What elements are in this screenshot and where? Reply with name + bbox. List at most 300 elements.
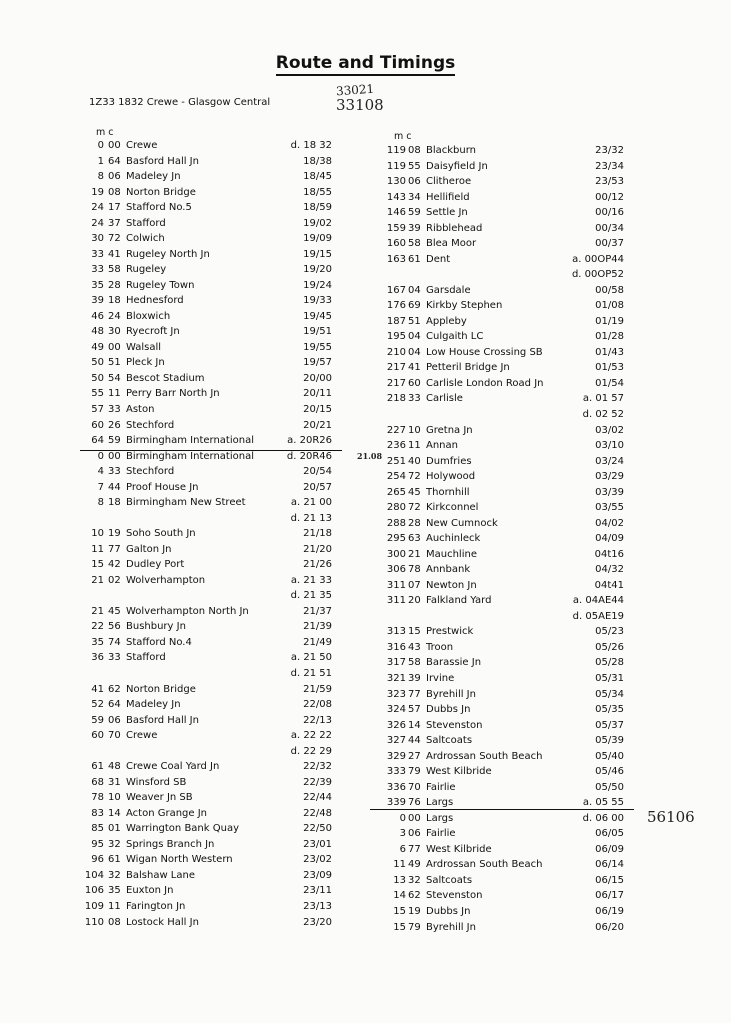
row-chains: 59 [108, 435, 121, 447]
row-miles: 313 [386, 626, 406, 638]
row-time: 23/02 [303, 854, 332, 866]
timing-row [378, 766, 638, 780]
row-location: Basford Hall Jn [126, 714, 199, 726]
row-time: 21/18 [303, 528, 332, 540]
row-location: Saltcoats [426, 735, 473, 747]
row-chains: 10 [108, 792, 121, 804]
row-time: 22/32 [303, 761, 332, 773]
row-time: 20/15 [303, 404, 332, 415]
row-chains: 70 [108, 730, 121, 742]
timing-row [378, 533, 638, 547]
row-location: Bushbury Jn [126, 621, 186, 633]
timing-row [80, 544, 340, 558]
row-miles: 30 [91, 233, 104, 245]
row-chains: 31 [108, 776, 121, 788]
row-chains: 06 [408, 828, 421, 840]
row-time: 00/37 [595, 238, 624, 250]
row-location: Wigan North Western [126, 854, 233, 866]
timing-row [378, 347, 638, 361]
timing-row [378, 238, 638, 252]
row-location: Settle Jn [426, 207, 468, 219]
row-time: 05/40 [595, 750, 624, 762]
row-time: 00/58 [595, 284, 624, 296]
row-location: Acton Grange Jn [126, 807, 208, 819]
row-time: 06/15 [595, 874, 624, 886]
row-miles: 236 [386, 440, 406, 452]
row-chains: 11 [108, 388, 121, 400]
row-location: Proof House Jn [126, 481, 199, 493]
row-miles: 7 [97, 481, 104, 493]
timing-row [378, 890, 638, 904]
divider-left [80, 450, 342, 451]
row-time: 23/53 [595, 176, 624, 188]
row-miles: 316 [386, 641, 406, 653]
row-miles: 35 [91, 636, 104, 648]
row-chains: 33 [108, 652, 121, 664]
timing-row [378, 813, 638, 827]
row-location: Low House Crossing SB [426, 346, 543, 358]
row-location: Annan [426, 440, 458, 452]
row-time: 01/19 [595, 315, 624, 327]
timing-row [80, 746, 340, 760]
row-location: Birmingham New Street [126, 497, 246, 509]
row-time: a. 22 22 [290, 730, 332, 742]
row-time: 03/10 [595, 440, 624, 452]
row-location: Soho South Jn [126, 528, 196, 540]
timing-row [378, 828, 638, 842]
row-time: d. 05AE19 [572, 610, 624, 622]
timing-row [80, 497, 340, 511]
timing-row [378, 875, 638, 889]
timing-row [80, 559, 340, 573]
row-chains: 58 [408, 657, 421, 669]
row-miles: 0 [399, 812, 406, 824]
row-time: 04/32 [595, 564, 624, 576]
row-chains: 28 [108, 279, 121, 291]
timing-row [80, 684, 340, 698]
row-chains: 00 [108, 341, 121, 353]
row-time: 21/39 [303, 621, 332, 633]
row-chains: 43 [408, 641, 421, 653]
row-location: Euxton Jn [126, 885, 174, 897]
row-miles: 10 [91, 528, 104, 540]
row-chains: 49 [408, 859, 421, 871]
row-miles: 167 [386, 284, 406, 296]
row-time: a. 21 33 [290, 574, 332, 586]
timing-row [378, 207, 638, 221]
row-time: d. 21 35 [290, 590, 332, 602]
row-location: Ribblehead [426, 222, 483, 234]
row-location: Crewe [126, 140, 158, 151]
row-location: Galton Jn [126, 543, 172, 555]
row-time: 18/45 [303, 171, 332, 183]
row-location: Wolverhampton North Jn [126, 605, 249, 617]
timing-row [378, 673, 638, 687]
row-chains: 33 [108, 466, 121, 478]
row-miles: 288 [386, 517, 406, 529]
row-time: 05/39 [595, 735, 624, 747]
row-location: Rugeley North Jn [126, 248, 210, 260]
row-miles: 33 [91, 264, 104, 276]
row-time: 22/39 [303, 776, 332, 788]
mc-header-right: m c [394, 131, 412, 142]
row-miles: 78 [91, 792, 104, 804]
row-chains: 08 [108, 186, 121, 198]
row-miles: 339 [386, 797, 406, 809]
row-time: 04/09 [595, 533, 624, 545]
row-location: Madeley Jn [126, 171, 181, 183]
row-time: 06/09 [595, 843, 624, 855]
timing-row [378, 440, 638, 454]
row-time: 04/02 [595, 517, 624, 529]
timing-row [80, 730, 340, 744]
row-chains: 18 [108, 295, 121, 307]
timing-row [80, 715, 340, 729]
row-location: Ryecroft Jn [126, 326, 180, 338]
row-time: 01/53 [595, 362, 624, 374]
timing-row [80, 652, 340, 666]
row-time: 01/28 [595, 331, 624, 343]
page-title: Route and Timings [0, 53, 731, 73]
row-location: Saltcoats [426, 874, 473, 886]
row-time: d. 06 00 [582, 812, 624, 824]
row-location: Weaver Jn SB [126, 792, 193, 804]
timing-row [378, 285, 638, 299]
row-miles: 195 [386, 331, 406, 343]
handwritten-note: 21.08 [357, 451, 383, 461]
row-location: Farington Jn [126, 900, 186, 912]
divider-right [370, 809, 634, 810]
timing-row [80, 342, 340, 356]
timing-row [378, 425, 638, 439]
row-miles: 106 [84, 885, 104, 897]
row-time: a. 01 57 [582, 393, 624, 405]
timing-row [378, 316, 638, 330]
timing-row [378, 502, 638, 516]
row-chains: 57 [408, 704, 421, 716]
row-time: 06/05 [595, 828, 624, 840]
row-time: d. 21 13 [290, 512, 332, 524]
row-time: 03/29 [595, 471, 624, 483]
row-time: 21/59 [303, 683, 332, 695]
row-miles: 21 [91, 605, 104, 617]
timing-row [378, 192, 638, 206]
timing-row [80, 854, 340, 868]
row-miles: 327 [386, 735, 406, 747]
row-miles: 187 [386, 315, 406, 327]
row-miles: 146 [386, 207, 406, 219]
timing-row [80, 140, 340, 154]
row-location: Walsall [126, 341, 162, 353]
row-miles: 159 [386, 222, 406, 234]
row-chains: 44 [108, 481, 121, 493]
row-time: 05/28 [595, 657, 624, 669]
row-chains: 72 [408, 471, 421, 483]
timing-row [80, 326, 340, 340]
row-miles: 176 [386, 300, 406, 312]
row-chains: 26 [108, 419, 121, 431]
row-chains: 79 [408, 921, 421, 933]
row-miles: 295 [386, 533, 406, 545]
row-chains: 51 [408, 315, 421, 327]
row-chains: 76 [408, 797, 421, 809]
row-chains: 64 [108, 155, 121, 167]
row-miles: 0 [97, 140, 104, 151]
row-miles: 41 [91, 683, 104, 695]
timing-row [80, 466, 340, 480]
row-location: Largs [426, 797, 454, 809]
row-location: Pleck Jn [126, 357, 165, 369]
timing-row [378, 689, 638, 703]
row-time: d. 22 29 [290, 745, 332, 757]
row-location: Stechford [126, 419, 175, 431]
row-chains: 58 [108, 264, 121, 276]
row-time: a. 00OP44 [572, 253, 624, 265]
row-miles: 324 [386, 704, 406, 716]
timing-row [80, 357, 340, 371]
row-miles: 85 [91, 823, 104, 835]
timing-row [80, 761, 340, 775]
row-time: 06/14 [595, 859, 624, 871]
timing-row [80, 870, 340, 884]
row-miles: 336 [386, 781, 406, 793]
row-location: Prestwick [426, 626, 474, 638]
row-miles: 251 [386, 455, 406, 467]
row-location: Carlisle [426, 393, 463, 405]
row-location: Dubbs Jn [426, 905, 471, 917]
row-location: Blea Moor [426, 238, 477, 250]
row-chains: 02 [108, 574, 121, 586]
row-chains: 37 [108, 217, 121, 229]
row-location: Barassie Jn [426, 657, 482, 669]
timing-row [80, 528, 340, 542]
row-time: 19/51 [303, 326, 332, 338]
row-location: West Kilbride [426, 766, 492, 778]
row-time: 21/37 [303, 605, 332, 617]
row-location: Hellifield [426, 191, 470, 203]
row-miles: 163 [386, 253, 406, 265]
row-chains: 24 [108, 310, 121, 322]
row-chains: 58 [408, 238, 421, 250]
row-time: 01/43 [595, 346, 624, 358]
row-miles: 15 [393, 905, 406, 917]
row-chains: 69 [408, 300, 421, 312]
row-miles: 321 [386, 673, 406, 685]
row-chains: 54 [108, 372, 121, 384]
row-time: 05/26 [595, 641, 624, 653]
row-chains: 01 [108, 823, 121, 835]
row-chains: 28 [408, 517, 421, 529]
row-chains: 48 [108, 761, 121, 773]
row-time: 04t41 [594, 579, 624, 591]
mc-header-left: m c [96, 127, 114, 138]
timing-row [378, 176, 638, 190]
timing-row [378, 549, 638, 563]
row-location: Byrehill Jn [426, 688, 476, 700]
timing-row [378, 518, 638, 532]
row-time: 03/24 [595, 455, 624, 467]
row-location: Dubbs Jn [426, 704, 471, 716]
row-location: Mauchline [426, 548, 477, 560]
row-location: Crewe [126, 730, 158, 742]
row-location: Perry Barr North Jn [126, 388, 220, 400]
row-miles: 24 [91, 217, 104, 229]
row-time: 05/34 [595, 688, 624, 700]
row-location: Irvine [426, 673, 455, 685]
row-time: 00/16 [595, 207, 624, 219]
timing-row [80, 792, 340, 806]
row-time: d. 02 52 [582, 409, 624, 420]
row-miles: 254 [386, 471, 406, 483]
row-location: Ardrossan South Beach [426, 859, 543, 871]
row-chains: 44 [408, 735, 421, 747]
row-location: Byrehill Jn [426, 921, 476, 933]
row-location: Bloxwich [126, 310, 171, 322]
timing-row [378, 269, 638, 283]
row-miles: 22 [91, 621, 104, 633]
timing-row [378, 393, 638, 407]
row-chains: 00 [408, 812, 421, 824]
row-time: 23/11 [303, 885, 332, 897]
row-location: Norton Bridge [126, 186, 196, 198]
row-chains: 33 [108, 404, 121, 415]
timing-row [378, 161, 638, 175]
row-miles: 265 [386, 486, 406, 498]
row-chains: 40 [408, 455, 421, 467]
row-miles: 60 [91, 419, 104, 431]
row-time: 19/24 [303, 279, 332, 291]
row-miles: 280 [386, 502, 406, 514]
timing-row [378, 378, 638, 392]
row-time: 21/49 [303, 636, 332, 648]
row-miles: 68 [91, 776, 104, 788]
row-location: Dudley Port [126, 559, 185, 571]
row-chains: 10 [408, 424, 421, 436]
timing-row [80, 435, 340, 449]
row-time: 23/09 [303, 869, 332, 881]
row-miles: 48 [91, 326, 104, 338]
row-chains: 14 [408, 719, 421, 731]
row-time: 01/08 [595, 300, 624, 312]
row-chains: 59 [408, 207, 421, 219]
row-location: Ardrossan South Beach [426, 750, 543, 762]
row-time: 19/55 [303, 341, 332, 353]
row-miles: 306 [386, 564, 406, 576]
timing-row [378, 456, 638, 470]
row-time: 03/39 [595, 486, 624, 498]
row-miles: 119 [386, 145, 406, 156]
timing-row [378, 611, 638, 625]
timing-row [378, 751, 638, 765]
row-time: 22/44 [303, 792, 332, 804]
row-miles: 227 [386, 424, 406, 436]
row-location: Crewe Coal Yard Jn [126, 761, 220, 773]
row-miles: 300 [386, 548, 406, 560]
row-miles: 46 [91, 310, 104, 322]
row-miles: 1 [97, 155, 104, 167]
timing-row [378, 626, 638, 640]
row-chains: 79 [408, 766, 421, 778]
timing-row [378, 331, 638, 345]
row-chains: 77 [408, 843, 421, 855]
row-time: 00/34 [595, 222, 624, 234]
row-time: 22/13 [303, 714, 332, 726]
row-miles: 50 [91, 357, 104, 369]
row-miles: 64 [91, 435, 104, 447]
timing-row [80, 917, 340, 931]
row-time: 19/57 [303, 357, 332, 369]
row-chains: 45 [408, 486, 421, 498]
row-miles: 24 [91, 202, 104, 214]
row-chains: 00 [108, 450, 121, 462]
row-location: Clitheroe [426, 176, 472, 188]
row-location: Carlisle London Road Jn [426, 377, 544, 389]
row-location: Newton Jn [426, 579, 477, 591]
row-miles: 217 [386, 377, 406, 389]
row-chains: 61 [408, 253, 421, 265]
row-chains: 20 [408, 595, 421, 607]
row-miles: 326 [386, 719, 406, 731]
row-location: Hednesford [126, 295, 184, 307]
row-miles: 19 [91, 186, 104, 198]
row-location: Dent [426, 253, 451, 265]
timing-row [378, 254, 638, 268]
row-chains: 18 [108, 497, 121, 509]
timing-row [378, 704, 638, 718]
row-miles: 96 [91, 854, 104, 866]
row-chains: 11 [408, 440, 421, 452]
timing-row [80, 249, 340, 263]
timing-row [378, 580, 638, 594]
row-chains: 32 [408, 874, 421, 886]
row-location: Garsdale [426, 284, 471, 296]
timing-row [80, 482, 340, 496]
timing-row [80, 233, 340, 247]
row-chains: 14 [108, 807, 121, 819]
row-time: 22/50 [303, 823, 332, 835]
row-location: Rugeley Town [126, 279, 195, 291]
row-miles: 311 [386, 595, 406, 607]
row-location: Madeley Jn [126, 699, 181, 711]
timing-row [80, 590, 340, 604]
row-time: 19/33 [303, 295, 332, 307]
row-chains: 27 [408, 750, 421, 762]
timing-row [80, 606, 340, 620]
timing-row [80, 404, 340, 418]
row-time: 19/02 [303, 217, 332, 229]
row-time: a. 21 50 [290, 652, 332, 664]
handwritten-loco-1: 33021 [335, 81, 375, 99]
row-time: 05/35 [595, 704, 624, 716]
timing-row [80, 637, 340, 651]
row-miles: 21 [91, 574, 104, 586]
row-time: 05/46 [595, 766, 624, 778]
timing-row [80, 823, 340, 837]
row-chains: 17 [108, 202, 121, 214]
row-time: 22/48 [303, 807, 332, 819]
row-location: Kirkby Stephen [426, 300, 503, 312]
row-location: Troon [426, 641, 454, 653]
row-chains: 45 [108, 605, 121, 617]
row-location: Stafford [126, 217, 166, 229]
row-chains: 06 [108, 171, 121, 183]
row-location: Lostock Hall Jn [126, 916, 199, 928]
timing-row [378, 657, 638, 671]
handwritten-loco-2: 33108 [336, 96, 384, 114]
row-miles: 83 [91, 807, 104, 819]
row-location: Auchinleck [426, 533, 481, 545]
timing-row [80, 699, 340, 713]
